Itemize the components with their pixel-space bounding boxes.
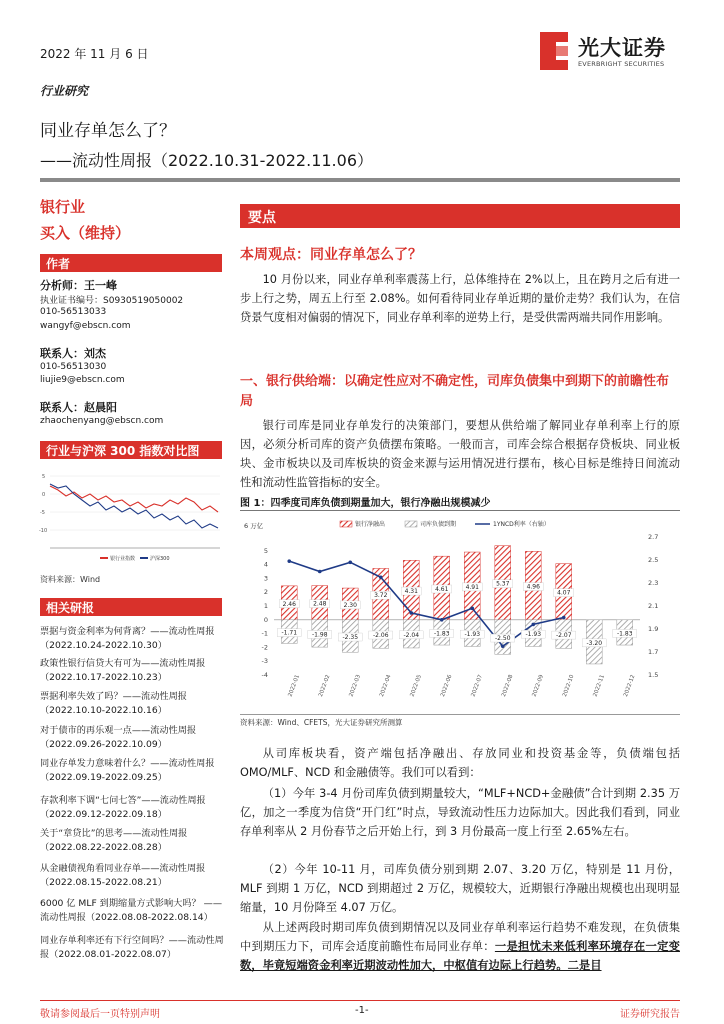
- logo-mark-icon: [540, 32, 572, 70]
- csi300-line: [50, 484, 218, 528]
- chart-source: 资料来源：Wind、CFETS，光大证券研究所测算: [240, 718, 403, 727]
- svg-text:-5: -5: [40, 510, 45, 516]
- disclaimer-link[interactable]: 敬请参阅最后一页特别声明: [40, 1009, 160, 1020]
- maturity-label: -2.35: [342, 634, 359, 642]
- related-report-link[interactable]: 同业存单发力意味着什么？——流动性周报 （2022.09.19-2022.09.25）: [40, 758, 215, 783]
- y-tick-label-left: -4: [261, 671, 268, 679]
- contact-name: 联系人：刘杰: [40, 347, 106, 360]
- maturity-label: -1.93: [525, 631, 542, 639]
- analyst-email[interactable]: wangyf@ebscn.com: [40, 321, 131, 331]
- y-tick-label-left: -1: [261, 629, 268, 638]
- x-tick-label: 2022-08: [500, 674, 515, 698]
- index-compare-chart: [40, 466, 222, 571]
- figure-divider: [240, 510, 680, 511]
- x-tick-label: 2022-04: [378, 674, 393, 698]
- related-report-link[interactable]: 政策性银行信贷大有可为——流动性周报 （2022.10.17-2022.10.23）: [40, 658, 206, 683]
- ncd-rate-point: [562, 616, 566, 620]
- maturity-label: -2.06: [372, 632, 389, 640]
- related-report-link[interactable]: 票据与资金利率为何背离？——流动性周报 （2022.10.24-2022.10.30）: [40, 626, 215, 651]
- report-type: 行业研究: [40, 84, 89, 98]
- legend-ncd-rate: 1YNCD利率（右轴）: [493, 521, 550, 528]
- maturity-label: -1.93: [464, 631, 481, 639]
- x-tick-label: 2022-03: [348, 674, 362, 698]
- footer-divider: [40, 1000, 680, 1001]
- related-report-link[interactable]: 6000 亿 MLF 到期缩量方式影响大吗？ ——流动性周报（2022.08.08-2022.08.14）: [40, 898, 223, 923]
- page-subtitle: ——流动性周报（2022.10.31-2022.11.06）: [40, 151, 373, 170]
- related-report-link[interactable]: 从金融债视角看同业存单——流动性周报 （2022.08.15-2022.08.21）: [40, 863, 206, 888]
- y-tick-label-right: 2.3: [648, 579, 659, 587]
- net-lending-label: 3.72: [374, 592, 388, 600]
- compare-source: 资料来源：Wind: [40, 575, 101, 584]
- legend-maturity: 司库负债到期: [420, 521, 457, 528]
- x-tick-label: 2022-10: [561, 674, 576, 698]
- left-axis-unit: 6 万亿: [244, 522, 264, 530]
- maturity-label: -2.07: [555, 632, 572, 640]
- net-lending-label: 5.37: [496, 580, 510, 588]
- ncd-rate-point: [470, 607, 474, 611]
- related-report-link[interactable]: 对于债市的再乐观一点——流动性周报 （2022.09.26-2022.10.09）: [40, 725, 197, 750]
- x-tick-label: 2022-07: [470, 674, 484, 698]
- svg-text:5: 5: [42, 474, 46, 480]
- sector-name: 银行业: [40, 198, 86, 216]
- related-header: 相关研报: [40, 598, 222, 616]
- svg-text:-10: -10: [39, 528, 48, 534]
- ncd-rate-point: [287, 559, 291, 563]
- y-tick-label-left: 3: [263, 574, 268, 583]
- contact-name: 联系人：赵晨阳: [40, 401, 117, 414]
- logo-english: EVERBRIGHT SECURITIES: [578, 60, 665, 68]
- figure-bottom-divider: [240, 714, 680, 715]
- contact-email[interactable]: zhaochenyang@ebscn.com: [40, 416, 164, 426]
- analyst-name: 分析师：王一峰: [40, 279, 117, 292]
- contact-phone: 010-56513030: [40, 362, 107, 372]
- maturity-label: -1.83: [616, 630, 633, 638]
- maturity-label: -3.20: [586, 639, 603, 647]
- section-heading: 一、银行供给端：以确定性应对不确定性，司库负债集中到期下的前瞻性布局: [240, 374, 670, 409]
- net-lending-label: 2.30: [343, 601, 357, 609]
- net-lending-label: 4.31: [404, 588, 418, 596]
- page-title: 同业存单怎么了？: [40, 121, 176, 141]
- x-tick-label: 2022-01: [287, 674, 301, 698]
- y-tick-label-left: -2: [261, 643, 268, 652]
- paragraph: 从上述两段时期司库负债到期情况以及同业存单利率运行趋势不难发现，在负债集中到期压力下，司库会适度前瞻性布局同业存单：一是担忧未来低利率环境存在一定变数，毕竟短端资金利率近期波动性加大，中枢值有边际上行趋势。二是目: [240, 921, 680, 972]
- x-tick-label: 2022-02: [317, 674, 332, 698]
- ncd-rate-point: [440, 618, 444, 622]
- ncd-rate-point: [379, 575, 383, 579]
- y-tick-label-right: 2.5: [648, 556, 659, 564]
- rating: 买入（维持）: [40, 224, 131, 242]
- bank-index-line: [50, 486, 218, 512]
- x-tick-label: 2022-06: [439, 674, 454, 698]
- maturity-label: -1.83: [433, 630, 450, 638]
- keypoints-header: 要点: [240, 204, 680, 228]
- maturity-label: -1.71: [281, 629, 298, 637]
- header-divider: [40, 178, 680, 182]
- svg-text:0: 0: [42, 492, 46, 498]
- maturity-label: -2.50: [494, 635, 511, 643]
- net-lending-label: 2.46: [282, 600, 296, 608]
- report-label: 证券研究报告: [620, 1009, 680, 1020]
- legend-net-lending: 银行净融出: [355, 521, 386, 528]
- paragraph: 银行司库是同业存单发行的决策部门，要想从供给端了解同业存单利率上行的原因，必须分析司库的资产负债摆布策略。一般而言，司库会综合根据存贷板块、同业板块、金市板块以及司库板块的资金来源与运用情况进行摆布，核心目标是维持日间流动性和流动性监管指标的安全。: [240, 419, 680, 489]
- legend-bank: 银行业指数: [110, 556, 136, 562]
- y-tick-label-right: 2.1: [648, 602, 659, 610]
- figure-caption: 图 1：四季度司库负债到期量加大，银行净融出规模减少: [240, 498, 491, 509]
- legend-csi300: 沪深300: [150, 556, 170, 562]
- ncd-rate-point: [318, 570, 322, 574]
- net-lending-label: 4.07: [557, 589, 571, 597]
- related-report-link[interactable]: 同业存单利率还有下行空间吗？——流动性周报（2022.08.01-2022.08.07）: [40, 935, 224, 960]
- ncd-rate-point: [531, 623, 535, 627]
- maturity-label: -1.98: [311, 631, 328, 639]
- net-lending-label: 4.91: [465, 583, 479, 591]
- y-tick-label-right: 1.9: [648, 625, 659, 633]
- y-tick-label-left: 4: [263, 560, 268, 569]
- contact-email[interactable]: liujie9@ebscn.com: [40, 375, 125, 385]
- y-tick-label-left: -3: [261, 657, 268, 666]
- maturity-chart: [240, 515, 680, 715]
- paragraph: 从司库板块看，资产端包括净融出、存放同业和投资基金等，负债端包括 OMO/MLF、NCD 和金融债等。我们可以看到：: [240, 747, 680, 779]
- y-tick-label-left: 0: [263, 615, 268, 624]
- net-lending-label: 2.48: [313, 600, 327, 608]
- authors-header: 作者: [40, 254, 222, 272]
- report-date: 2022 年 11 月 6 日: [40, 47, 149, 61]
- y-tick-label-right: 1.5: [648, 671, 659, 679]
- page-number: -1-: [355, 1005, 369, 1016]
- related-report-link[interactable]: 票据利率失效了吗？——流动性周报 （2022.10.10-2022.10.16）: [40, 691, 187, 716]
- analyst-cert: 执业证书编号：S0930519050002: [40, 296, 184, 306]
- x-tick-label: 2022-09: [531, 674, 545, 698]
- y-tick-label-left: 2: [263, 588, 268, 597]
- related-report-link[interactable]: 存款利率下调“七问七答”——流动性周报 （2022.09.12-2022.09.18）: [40, 795, 206, 820]
- compare-chart-header: 行业与沪深 300 指数对比图: [40, 441, 222, 459]
- analyst-phone: 010-56513033: [40, 307, 107, 317]
- logo-text: 光大证券: [578, 36, 666, 60]
- related-report-link[interactable]: 关于“章贷比”的思考——流动性周报 （2022.08.22-2022.08.28）: [40, 828, 188, 853]
- y-tick-label-left: 1: [263, 602, 268, 610]
- paragraph: 10 月份以来，同业存单利率震荡上行，总体维持在 2%以上，且在跨月之后有进一步上行之势，周五上行至 2.08%。如何看待同业存单近期的量价走势？我们认为，在信贷景气度相对偏弱的情况下，同业存单利率的逆势上行，是受供需两端共同作用影响。: [240, 273, 680, 324]
- paragraph: （2）今年 10-11 月，司库负债分别到期 2.07、3.20 万亿，特别是 11 月份，MLF 到期 1 万亿，NCD 到期超过 2 万亿，规模较大，近期银行净融出规模也出现明显缩量，10 月份降至 4.07 万亿。: [240, 863, 680, 914]
- maturity-label: -2.04: [403, 631, 420, 639]
- y-tick-label-right: 1.7: [648, 648, 659, 656]
- ncd-rate-point: [348, 561, 352, 565]
- x-tick-label: 2022-12: [622, 674, 637, 698]
- net-lending-label: 4.61: [435, 585, 449, 593]
- ncd-rate-point: [409, 611, 413, 615]
- paragraph: （1）今年 3-4 月份司库负债到期量较大，“MLF+NCD+金融债”合计到期 2.35 万亿，加之一季度为信贷“开门红”时点，导致流动性压力边际加大。因此我们看到，同业存单利率从 2 月份春节之后开始上行，到 3 月份最高一度上行至 2.65%左右。: [240, 787, 680, 838]
- x-tick-label: 2022-11: [592, 674, 606, 698]
- ncd-rate-point: [501, 644, 505, 648]
- company-logo: [540, 30, 680, 74]
- y-tick-label-right: 2.7: [648, 533, 659, 541]
- net-lending-label: 4.96: [526, 583, 540, 591]
- y-tick-label-left: 5: [263, 546, 268, 555]
- view-heading: 本周观点：同业存单怎么了？: [240, 247, 422, 263]
- x-tick-label: 2022-05: [409, 674, 423, 698]
